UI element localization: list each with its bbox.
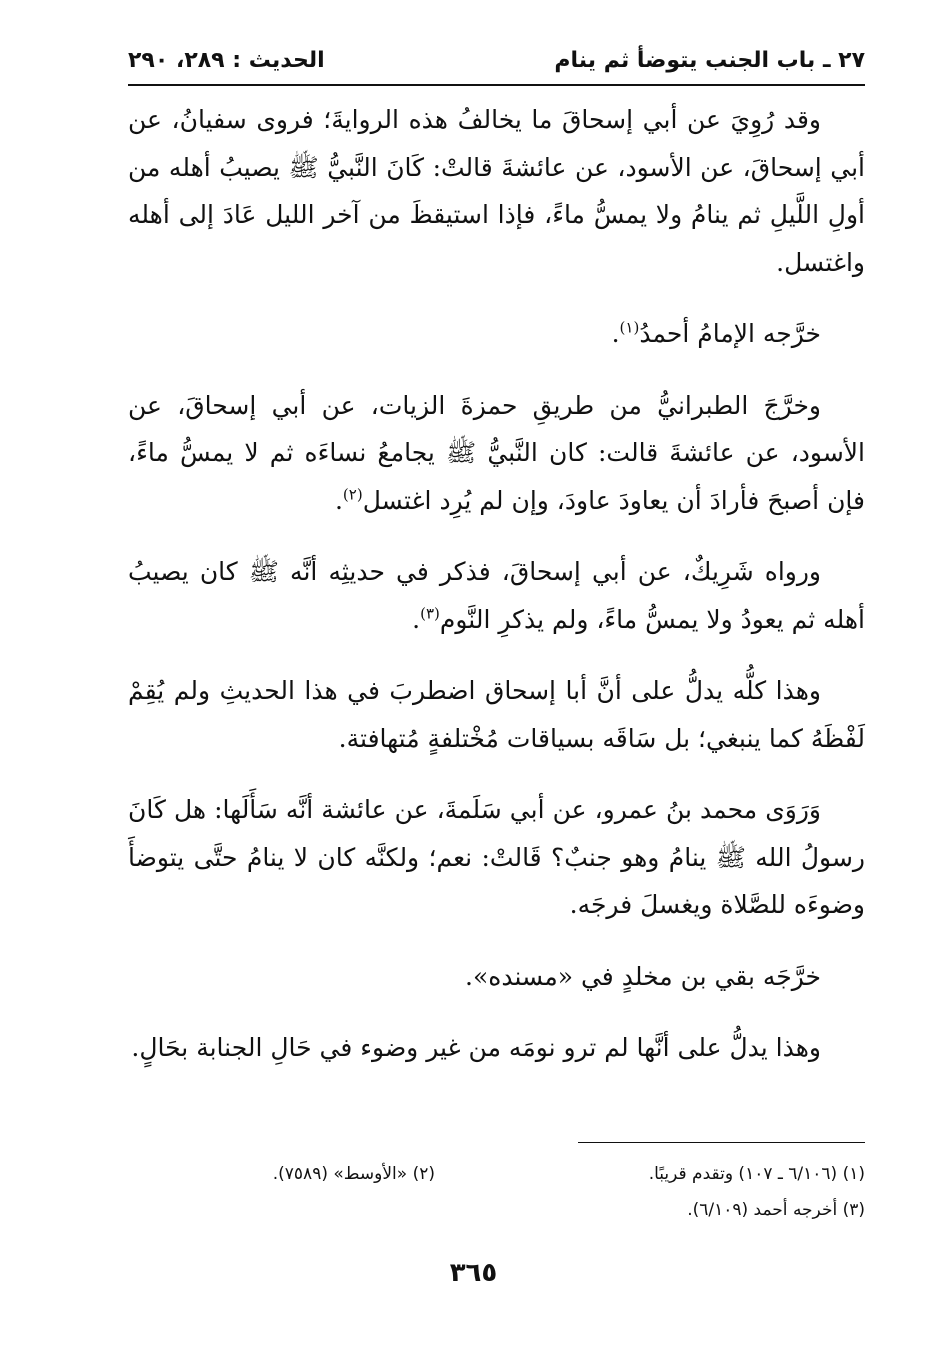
footnote-divider bbox=[578, 1142, 865, 1143]
paragraph: خرَّجَه بقي بن مخلدٍ في «مسنده». bbox=[465, 961, 821, 991]
paragraph: وخرَّجَ الطبرانيُّ من طريقِ حمزةَ الزيات، عن أبي إسحاقَ، عن الأسود، عن عائشةَ قالت: كان النَّبيُّ ﷺ يجامعُ نساءَه ثم لا يمسُّ ماءً، فإن أصبحَ فأرادَ أن يعاودَ عاودَ، وإن لم يُرِد اغتسل$^{(٢)}$. bbox=[128, 390, 865, 515]
footnote-ref: (١) bbox=[619, 318, 640, 337]
footnote-row bbox=[128, 1156, 865, 1192]
footnote-1: (١) (٦/١٠٦ ـ ١٠٧) وتقدم قريبًا. bbox=[648, 1164, 865, 1184]
footnote-ref: (٢) bbox=[342, 485, 363, 504]
paragraph: ورواه شَرِيكٌ، عن أبي إسحاقَ، فذكر في حديثِه أنَّه ﷺ كان يصيبُ أهله ثم يعودُ ولا يمسُّ ماءً، ولم يذكرِ النَّوم$^{(٣)}$. bbox=[128, 557, 865, 634]
paragraph: وَرَوَى محمد بنُ عمرو، عن أبي سَلَمةَ، عن عائشة أنَّه سَأَلَها: هل كَانَ رسولُ الله ﷺ ينامُ وهو جنبٌ؟ قَالتْ: نعم؛ ولكنَّه كان لا ينامُ حتَّى يتوضأَ وضوءَه للصَّلاة ويغسلَ فرجَه. bbox=[128, 795, 865, 919]
header-divider bbox=[128, 84, 865, 86]
footnote-3: (٣) أخرجه أحمد (٦/١٠٩). bbox=[687, 1200, 865, 1220]
footnote-ref: (٣) bbox=[420, 604, 440, 623]
footnotes bbox=[128, 1156, 865, 1228]
paragraph: خرَّجه الإمامُ أحمدُ$^{(١)}$. bbox=[611, 318, 821, 348]
footnote-2: (٢) «الأوسط» (٧٥٨٩). bbox=[272, 1164, 435, 1184]
paragraph: وقد رُوِيَ عن أبي إسحاقَ ما يخالفُ هذه الروايةَ؛ فروى سفيانُ، عن أبي إسحاقَ، عن الأسود، عن عائشةَ قالتْ: كَانَ النَّبيُّ ﷺ يصيبُ أهله من أولِ اللَّيلِ ثم ينامُ ولا يمسُّ ماءً، فإذا استيقظَ من آخر الليل عَادَ إلى أهله واغتسل. bbox=[128, 105, 865, 277]
paragraph: وهذا كلُّه يدلُّ على أنَّ أبا إسحاق اضطربَ في هذا الحديثِ ولم يُقِمْ لَفْظَهُ كما ينبغي؛ بل سَاقَه بسياقات مُخْتلفةٍ مُتهافتة. bbox=[128, 676, 865, 753]
main-text bbox=[128, 96, 865, 1072]
page-number: ٣٦٥ bbox=[449, 1258, 498, 1288]
paragraph: وهذا يدلُّ على أنَّها لم ترو نومَه من غير وضوء في حَالِ الجنابة بحَالٍ. bbox=[131, 1033, 821, 1062]
running-header bbox=[128, 40, 865, 80]
hadith-numbers: الحديث : ٢٨٩، ٢٩٠ bbox=[128, 47, 325, 73]
footnote-row bbox=[128, 1192, 865, 1228]
chapter-title: ٢٧ ـ باب الجنب يتوضأ ثم ينام bbox=[554, 47, 865, 73]
